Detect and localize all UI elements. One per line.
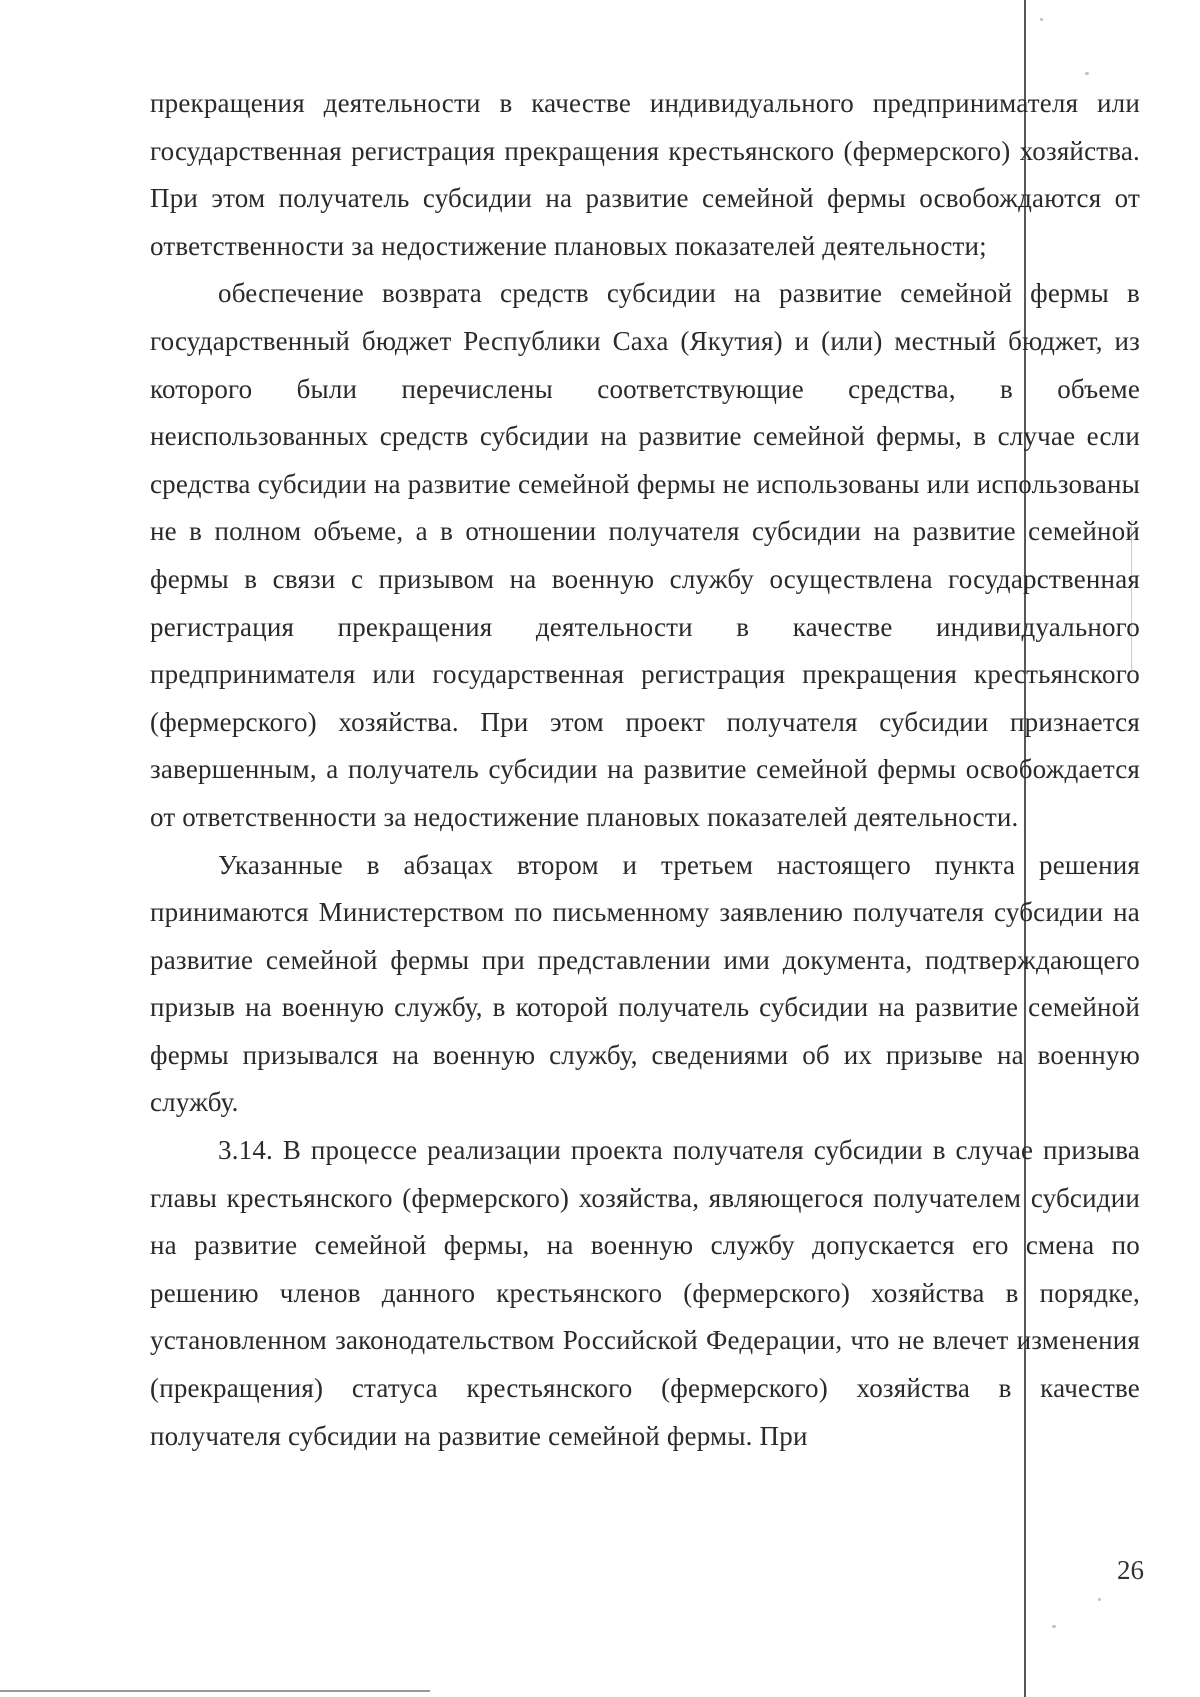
- paragraph-refund-obligation: обеспечение возврата средств субсидии на развитие семейной фермы в государственный бюджет Республики Саха (Якутия) и (или) местный бюджет, из которого были перечислены соответствующие средства, в объеме неиспользованных средств субсидии на развитие семейной фермы, в случае если средства субсидии на развитие семейной фермы не использованы или использованы не в полном объеме, а в отношении получателя субсидии на развитие семейной фермы в связи с призывом на военную службу осуществлена государственная регистрация прекращения деятельности в качестве индивидуального предпринимателя или государственная регистрация прекращения крестьянского (фермерского) хозяйства. При этом проект получателя субсидии признается завершенным, а получатель субсидии на развитие семейной фермы освобождается от ответственности за недостижение плановых показателей деятельности.: [150, 278, 1140, 832]
- scan-speck: [1085, 72, 1089, 75]
- scan-speck: [1040, 18, 1043, 21]
- scan-speck: [1098, 1598, 1101, 1601]
- paragraph-continuation: прекращения деятельности в качестве индивидуального предпринимателя или государственная регистрация прекращения крестьянского (фермерского) хозяйства. При этом получатель субсидии на развитие семейной фермы освобождаются от ответственности за недостижение плановых показателей деятельности;: [150, 88, 1140, 261]
- paragraph-ministry-decisions: Указанные в абзацах втором и третьем настоящего пункта решения принимаются Министерством по письменному заявлению получателя субсидии на развитие семейной фермы при представлении ими документа, подтверждающего призыв на военную службу, в которой получатель субсидии на развитие семейной фермы призывался на военную службу, сведениями об их призыве на военную службу.: [150, 849, 1140, 1118]
- page-number: 26: [1117, 1555, 1144, 1585]
- scan-speck: [1052, 1625, 1056, 1628]
- paragraph-clause-3-14: 3.14. В процессе реализации проекта получателя субсидии в случае призыва главы крестьянского (фермерского) хозяйства, являющегося получателем субсидии на развитие семейной фермы, на военную службу допускается его смена по решению членов данного крестьянского (фермерского) хозяйства в порядке, установленном законодательством Российской Федерации, что не влечет изменения (прекращения) статуса крестьянского (фермерского) хозяйства в качестве получателя субсидии на развитие семейной фермы. При: [150, 1135, 1140, 1451]
- scan-bottom-edge: [0, 1690, 430, 1692]
- document-body: [150, 80, 1140, 1460]
